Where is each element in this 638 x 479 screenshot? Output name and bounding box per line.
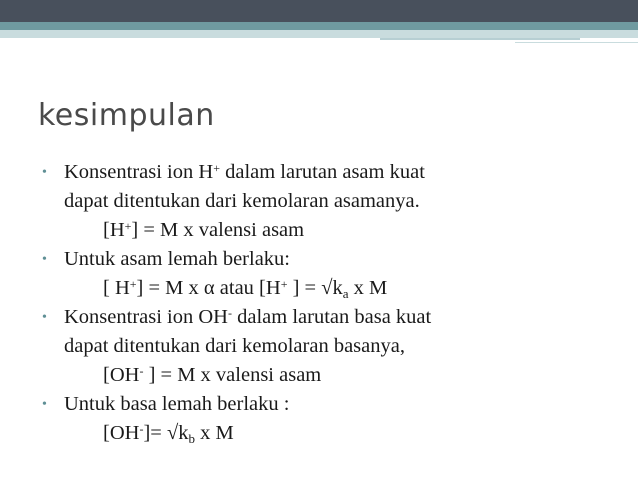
superscript: - [139,422,144,436]
header-accent-line [380,38,580,40]
slide-content [42,158,622,448]
bullet-marker: • [42,397,47,412]
slide-title: kesimpulan [38,98,215,133]
bullet-item-4 [42,390,622,419]
bullet-marker: • [42,310,47,325]
header-band-teal [0,22,638,30]
bullet-marker: • [42,165,47,180]
formula-2: [ H+] = M x α atau [H+ ] = $√k_a$ x M [103,277,388,301]
bullet-2-text: Untuk asam lemah berlaku: [64,248,291,270]
superscript: + [213,161,220,175]
subscript: b [188,431,195,446]
formula-4: $[OH^-]= √k_b$ x M [103,422,234,446]
bullet-item-2 [42,245,622,274]
superscript: + [129,277,137,291]
superscript: - [227,306,232,320]
superscript: - [139,364,144,378]
formula-1: [H+] = M x valensi asam [103,219,305,241]
bullet-item-3 [42,303,622,332]
bullet-item-3-continuation: dapat ditentukan dari kemolaran basanya, [64,335,405,357]
header-band-light [0,30,638,38]
bullet-3-text-end: dalam larutan basa kuat [231,306,432,328]
bullet-4-text: Untuk basa lemah berlaku : [64,393,290,415]
subscript: a [342,286,349,301]
superscript: + [124,219,132,233]
bullet-item-1 [42,158,622,187]
bullet-marker: • [42,252,47,267]
formula-3: [OH- ] = M x valensi asam [103,364,322,386]
header-band-dark [0,0,638,22]
bullet-item-1-continuation: dapat ditentukan dari kemolaran asamanya. [64,190,420,212]
header-accent-line-thin [515,42,638,43]
superscript: + [280,277,288,291]
bullet-1-text: Konsentrasi ion H [64,161,214,183]
bullet-1-text-end: dalam larutan asam kuat [219,161,425,183]
bullet-3-text: Konsentrasi ion OH [64,306,228,328]
